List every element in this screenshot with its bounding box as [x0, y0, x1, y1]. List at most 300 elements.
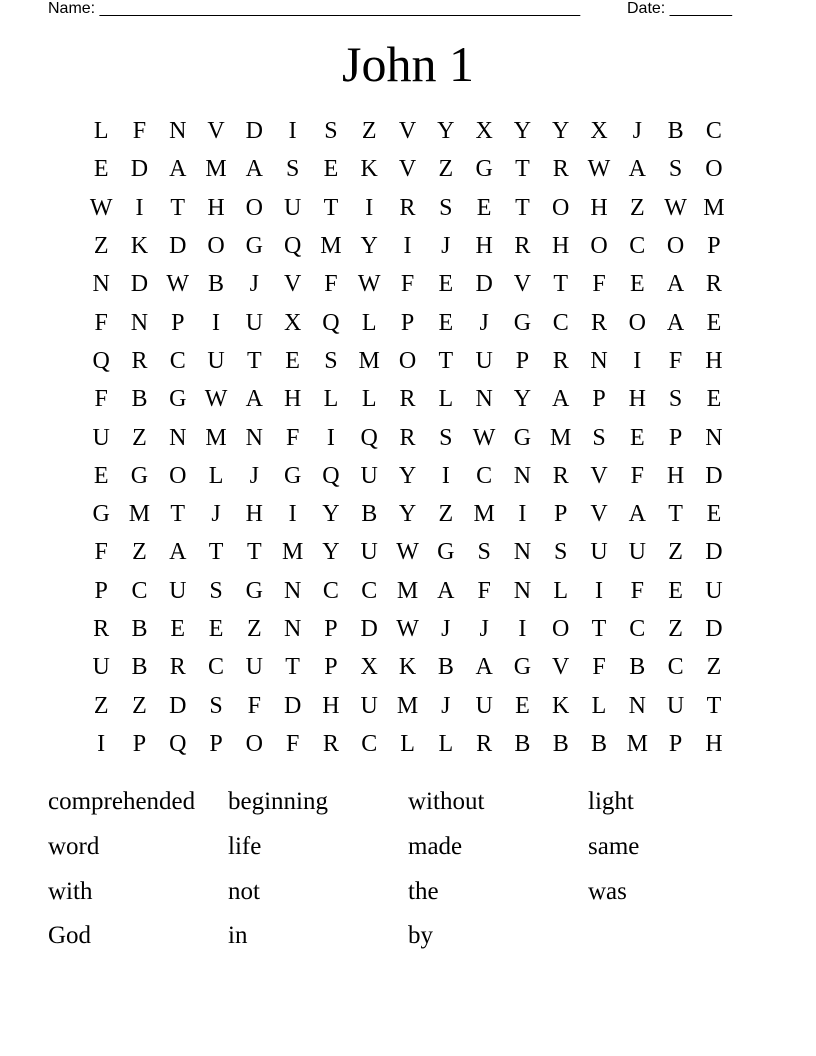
grid-letter: E: [668, 577, 683, 604]
grid-letter: C: [131, 577, 148, 604]
grid-letter: T: [438, 347, 454, 374]
grid-letter: N: [130, 309, 149, 336]
grid-letter: E: [170, 616, 186, 642]
grid-letter: V: [590, 462, 608, 489]
grid-letter: C: [552, 309, 569, 336]
grid-letter: N: [245, 424, 263, 451]
grid-letter: W: [204, 386, 228, 413]
grid-letter: P: [668, 730, 683, 757]
grid-letter: B: [591, 730, 608, 757]
grid-letter: K: [130, 233, 149, 260]
grid-letter: T: [553, 271, 569, 298]
grid-letter: H: [245, 501, 263, 528]
grid-letter: R: [552, 347, 569, 374]
grid-letter: C: [361, 577, 378, 604]
grid-letter: R: [514, 233, 531, 260]
grid-letter: L: [208, 462, 224, 489]
grid-letter: V: [283, 271, 302, 298]
grid-row: [82, 495, 733, 533]
word-list-item: not: [228, 877, 260, 905]
grid-letter: Q: [322, 462, 340, 489]
grid-letter: S: [324, 118, 338, 145]
grid-letter: N: [513, 539, 532, 566]
grid-letter: C: [629, 616, 646, 642]
grid-letter: H: [475, 233, 493, 260]
grid-letter: C: [629, 233, 646, 260]
grid-letter: Y: [513, 386, 532, 413]
grid-letter: J: [249, 271, 259, 298]
grid-letter: F: [630, 462, 644, 489]
grid-letter: I: [518, 616, 527, 642]
grid-letter: N: [513, 577, 532, 604]
grid-letter: L: [93, 118, 109, 145]
grid-letter: E: [285, 347, 300, 374]
grid-letter: F: [247, 692, 262, 719]
grid-letter: C: [361, 730, 378, 757]
grid-letter: X: [590, 118, 608, 145]
grid-letter: Q: [322, 309, 340, 336]
grid-letter: N: [283, 616, 302, 642]
grid-letter: F: [592, 271, 606, 298]
grid-letter: H: [705, 730, 723, 757]
grid-letter: Q: [360, 424, 378, 451]
date-field-label: Date: _______: [627, 0, 732, 17]
grid-letter: A: [666, 271, 685, 298]
grid-letter: C: [705, 118, 722, 145]
word-list-item: light: [588, 788, 634, 816]
grid-letter: D: [169, 233, 187, 260]
grid-letter: Y: [513, 118, 532, 145]
grid-letter: W: [357, 271, 381, 298]
page-title: John 1: [342, 36, 474, 92]
grid-letter: H: [705, 347, 723, 374]
grid-letter: E: [323, 156, 339, 183]
grid-letter: O: [207, 233, 225, 260]
grid-letter: J: [441, 233, 451, 260]
grid-letter: T: [706, 692, 722, 719]
grid-letter: O: [398, 347, 417, 374]
grid-letter: W: [587, 156, 611, 183]
word-list-row: [48, 869, 768, 914]
grid-letter: L: [438, 730, 454, 757]
grid-letter: H: [322, 692, 340, 719]
grid-letter: Z: [668, 616, 683, 642]
grid-row: [82, 342, 733, 380]
grid-letter: S: [554, 539, 568, 566]
grid-letter: O: [705, 156, 723, 183]
grid-letter: I: [441, 462, 450, 489]
grid-letter: S: [668, 386, 683, 413]
word-list-item: God: [48, 922, 92, 950]
grid-row: [82, 112, 733, 150]
grid-letter: B: [131, 616, 148, 642]
grid-letter: P: [132, 730, 147, 757]
grid-letter: E: [629, 271, 645, 298]
grid-letter: V: [398, 118, 417, 145]
grid-letter: R: [93, 616, 110, 642]
grid-letter: T: [515, 194, 530, 221]
grid-row: [82, 380, 733, 418]
grid-letter: V: [513, 271, 532, 298]
grid-letter: H: [666, 462, 685, 489]
grid-letter: F: [592, 654, 606, 681]
grid-letter: B: [629, 654, 646, 681]
grid-letter: E: [438, 309, 454, 336]
grid-letter: V: [590, 501, 608, 528]
grid-letter: R: [399, 194, 416, 221]
grid-letter: N: [283, 577, 302, 604]
grid-letter: G: [513, 654, 532, 681]
grid-letter: Z: [361, 118, 377, 145]
grid-row: [82, 648, 733, 686]
grid-letter: U: [628, 539, 646, 566]
grid-row: [82, 418, 733, 456]
grid-letter: D: [360, 616, 378, 642]
grid-letter: P: [592, 386, 606, 413]
grid-letter: Y: [360, 233, 378, 260]
grid-row: [82, 189, 733, 227]
grid-letter: Z: [132, 424, 147, 451]
grid-letter: M: [703, 194, 725, 221]
grid-letter: R: [552, 156, 569, 183]
grid-letter: C: [667, 654, 684, 681]
grid-letter: S: [668, 156, 683, 183]
grid-letter: O: [245, 730, 263, 757]
grid-letter: F: [285, 730, 300, 757]
grid-letter: Z: [629, 194, 645, 221]
grid-letter: G: [169, 386, 187, 413]
grid-letter: B: [131, 386, 148, 413]
grid-letter: F: [477, 577, 491, 604]
grid-letter: N: [590, 347, 608, 374]
grid-letter: T: [285, 654, 300, 681]
grid-letter: E: [706, 386, 722, 413]
grid-letter: G: [437, 539, 455, 566]
word-list-row: [48, 914, 768, 959]
grid-letter: Z: [438, 501, 454, 528]
grid-letter: S: [439, 424, 453, 451]
grid-letter: G: [92, 501, 110, 528]
grid-letter: Z: [93, 233, 109, 260]
grid-letter: J: [632, 118, 642, 145]
grid-letter: W: [396, 539, 419, 566]
word-list-item: the: [408, 877, 439, 905]
grid-letter: L: [400, 730, 415, 757]
grid-letter: E: [208, 616, 224, 642]
word-list-item: word: [48, 833, 100, 861]
grid-letter: M: [550, 424, 572, 451]
grid-letter: T: [247, 347, 262, 374]
grid-letter: A: [552, 386, 570, 413]
grid-letter: O: [169, 462, 187, 489]
grid-letter: P: [668, 424, 683, 451]
grid-letter: S: [324, 347, 338, 374]
grid-letter: Z: [132, 692, 147, 719]
grid-letter: M: [205, 156, 227, 183]
word-list-item: made: [408, 833, 463, 861]
grid-row: [82, 150, 733, 188]
grid-letter: Z: [668, 539, 683, 566]
grid-letter: R: [399, 386, 416, 413]
word-list-row: [48, 825, 768, 870]
grid-letter: S: [209, 692, 223, 719]
grid-letter: H: [590, 194, 608, 221]
grid-letter: T: [247, 539, 262, 566]
grid-letter: W: [166, 271, 190, 298]
grid-letter: Y: [437, 118, 455, 145]
grid-letter: U: [245, 654, 263, 681]
grid-letter: B: [437, 654, 454, 681]
word-list-item: with: [48, 877, 93, 905]
grid-letter: M: [205, 424, 227, 451]
grid-row: [82, 533, 733, 571]
grid-letter: X: [283, 309, 302, 336]
grid-row: [82, 457, 733, 495]
word-search-grid: [82, 112, 733, 763]
grid-letter: L: [438, 386, 454, 413]
word-list-item: same: [588, 833, 640, 861]
grid-letter: I: [595, 577, 603, 604]
grid-letter: V: [207, 118, 225, 145]
grid-letter: R: [322, 730, 339, 757]
grid-letter: M: [473, 501, 495, 528]
word-list-item: beginning: [228, 788, 328, 816]
grid-letter: W: [664, 194, 687, 221]
grid-letter: J: [211, 501, 221, 528]
grid-letter: X: [360, 654, 378, 681]
grid-letter: C: [169, 347, 186, 374]
grid-letter: M: [128, 501, 151, 528]
grid-letter: O: [628, 309, 646, 336]
grid-row: [82, 265, 733, 303]
grid-letter: P: [324, 616, 338, 642]
grid-letter: Y: [322, 539, 340, 566]
grid-letter: N: [705, 424, 723, 451]
grid-letter: K: [360, 156, 378, 183]
grid-letter: O: [552, 194, 570, 221]
grid-letter: R: [591, 309, 608, 336]
grid-letter: N: [169, 424, 187, 451]
grid-letter: T: [208, 539, 224, 566]
grid-letter: C: [208, 654, 225, 681]
grid-letter: G: [245, 577, 263, 604]
grid-row: [82, 572, 733, 610]
grid-letter: W: [472, 424, 496, 451]
grid-letter: T: [170, 501, 186, 528]
grid-letter: K: [552, 692, 570, 719]
grid-letter: Q: [169, 730, 187, 757]
grid-letter: M: [320, 233, 342, 260]
grid-letter: N: [475, 386, 493, 413]
grid-letter: D: [705, 616, 723, 642]
grid-letter: Y: [552, 118, 570, 145]
grid-letter: Z: [132, 539, 147, 566]
grid-letter: G: [283, 462, 302, 489]
grid-letter: I: [326, 424, 335, 451]
grid-letter: F: [132, 118, 147, 145]
grid-letter: U: [360, 539, 378, 566]
grid-letter: H: [628, 386, 646, 413]
grid-letter: N: [513, 462, 532, 489]
grid-letter: M: [396, 577, 419, 604]
grid-letter: S: [592, 424, 606, 451]
grid-letter: P: [554, 501, 568, 528]
grid-letter: D: [283, 692, 302, 719]
grid-letter: C: [476, 462, 493, 489]
grid-letter: U: [705, 577, 723, 604]
grid-letter: U: [475, 692, 493, 719]
grid-letter: Q: [283, 233, 302, 260]
grid-letter: A: [245, 156, 263, 183]
grid-letter: U: [590, 539, 608, 566]
grid-letter: U: [360, 462, 378, 489]
grid-letter: I: [288, 118, 297, 145]
grid-letter: V: [552, 654, 570, 681]
grid-letter: G: [513, 424, 532, 451]
grid-letter: W: [396, 616, 419, 642]
grid-letter: U: [360, 692, 378, 719]
grid-row: [82, 610, 733, 648]
grid-letter: E: [93, 156, 109, 183]
grid-letter: Z: [438, 156, 454, 183]
grid-letter: A: [169, 156, 187, 183]
grid-letter: D: [130, 156, 149, 183]
grid-row: [82, 227, 733, 265]
grid-letter: P: [400, 309, 415, 336]
grid-letter: E: [706, 501, 722, 528]
grid-letter: U: [475, 347, 493, 374]
grid-letter: T: [323, 194, 339, 221]
grid-letter: R: [705, 271, 722, 298]
grid-letter: A: [169, 539, 187, 566]
grid-letter: B: [667, 118, 684, 145]
grid-letter: I: [97, 730, 106, 757]
grid-letter: D: [475, 271, 493, 298]
grid-letter: M: [358, 347, 380, 374]
grid-letter: S: [285, 156, 300, 183]
grid-letter: S: [477, 539, 491, 566]
grid-letter: L: [553, 577, 569, 604]
grid-letter: O: [552, 616, 570, 642]
grid-letter: Y: [398, 462, 417, 489]
grid-letter: I: [135, 194, 144, 221]
grid-letter: L: [323, 386, 339, 413]
grid-letter: O: [245, 194, 263, 221]
grid-letter: A: [628, 501, 646, 528]
grid-letter: U: [207, 347, 225, 374]
grid-letter: B: [514, 730, 531, 757]
grid-letter: F: [285, 424, 300, 451]
grid-letter: N: [169, 118, 187, 145]
grid-letter: G: [130, 462, 149, 489]
grid-letter: U: [92, 654, 110, 681]
grid-letter: F: [94, 386, 108, 413]
grid-letter: I: [288, 501, 297, 528]
grid-letter: R: [399, 424, 416, 451]
grid-letter: Z: [93, 692, 109, 719]
grid-letter: S: [209, 577, 223, 604]
word-list-item: comprehended: [48, 788, 196, 816]
grid-letter: F: [94, 539, 108, 566]
grid-letter: Z: [247, 616, 262, 642]
word-list-item: by: [408, 922, 433, 950]
grid-letter: U: [169, 577, 187, 604]
grid-letter: P: [324, 654, 338, 681]
grid-letter: R: [552, 462, 569, 489]
grid-letter: J: [441, 616, 451, 642]
grid-letter: H: [207, 194, 225, 221]
grid-letter: J: [479, 309, 489, 336]
grid-letter: M: [281, 539, 304, 566]
grid-letter: E: [515, 692, 530, 719]
grid-letter: D: [130, 271, 149, 298]
grid-letter: J: [441, 692, 451, 719]
grid-letter: A: [437, 577, 455, 604]
grid-letter: K: [398, 654, 417, 681]
grid-letter: G: [513, 309, 532, 336]
grid-letter: U: [666, 692, 685, 719]
word-list-item: life: [228, 833, 262, 861]
grid-row: [82, 725, 733, 763]
grid-letter: B: [131, 654, 148, 681]
grid-letter: T: [668, 501, 683, 528]
grid-letter: F: [400, 271, 415, 298]
grid-letter: D: [705, 539, 723, 566]
grid-letter: I: [518, 501, 527, 528]
grid-letter: F: [630, 577, 644, 604]
grid-letter: U: [283, 194, 302, 221]
grid-letter: P: [171, 309, 185, 336]
grid-letter: R: [169, 654, 186, 681]
grid-letter: B: [361, 501, 378, 528]
grid-letter: E: [629, 424, 645, 451]
grid-row: [82, 686, 733, 724]
grid-letter: X: [475, 118, 493, 145]
grid-letter: V: [398, 156, 417, 183]
grid-letter: A: [628, 156, 646, 183]
grid-letter: N: [92, 271, 110, 298]
grid-letter: O: [590, 233, 608, 260]
word-list-row: [48, 780, 768, 825]
grid-letter: D: [245, 118, 263, 145]
grid-letter: M: [396, 692, 419, 719]
grid-letter: F: [324, 271, 338, 298]
grid-letter: B: [208, 271, 225, 298]
grid-letter: A: [666, 309, 685, 336]
grid-letter: R: [131, 347, 148, 374]
grid-letter: H: [283, 386, 302, 413]
word-list-item: in: [228, 922, 248, 950]
grid-letter: G: [245, 233, 263, 260]
grid-letter: F: [94, 309, 108, 336]
grid-letter: L: [361, 309, 377, 336]
grid-letter: P: [707, 233, 721, 260]
grid-letter: I: [403, 233, 412, 260]
grid-letter: A: [475, 654, 493, 681]
grid-letter: Y: [322, 501, 340, 528]
grid-letter: D: [169, 692, 187, 719]
grid-letter: T: [170, 194, 186, 221]
grid-letter: F: [668, 347, 683, 374]
grid-letter: D: [705, 462, 723, 489]
grid-letter: L: [361, 386, 377, 413]
grid-letter: N: [628, 692, 646, 719]
grid-letter: I: [212, 309, 221, 336]
grid-letter: U: [92, 424, 110, 451]
grid-letter: L: [591, 692, 607, 719]
grid-letter: E: [438, 271, 454, 298]
grid-letter: Q: [92, 347, 110, 374]
